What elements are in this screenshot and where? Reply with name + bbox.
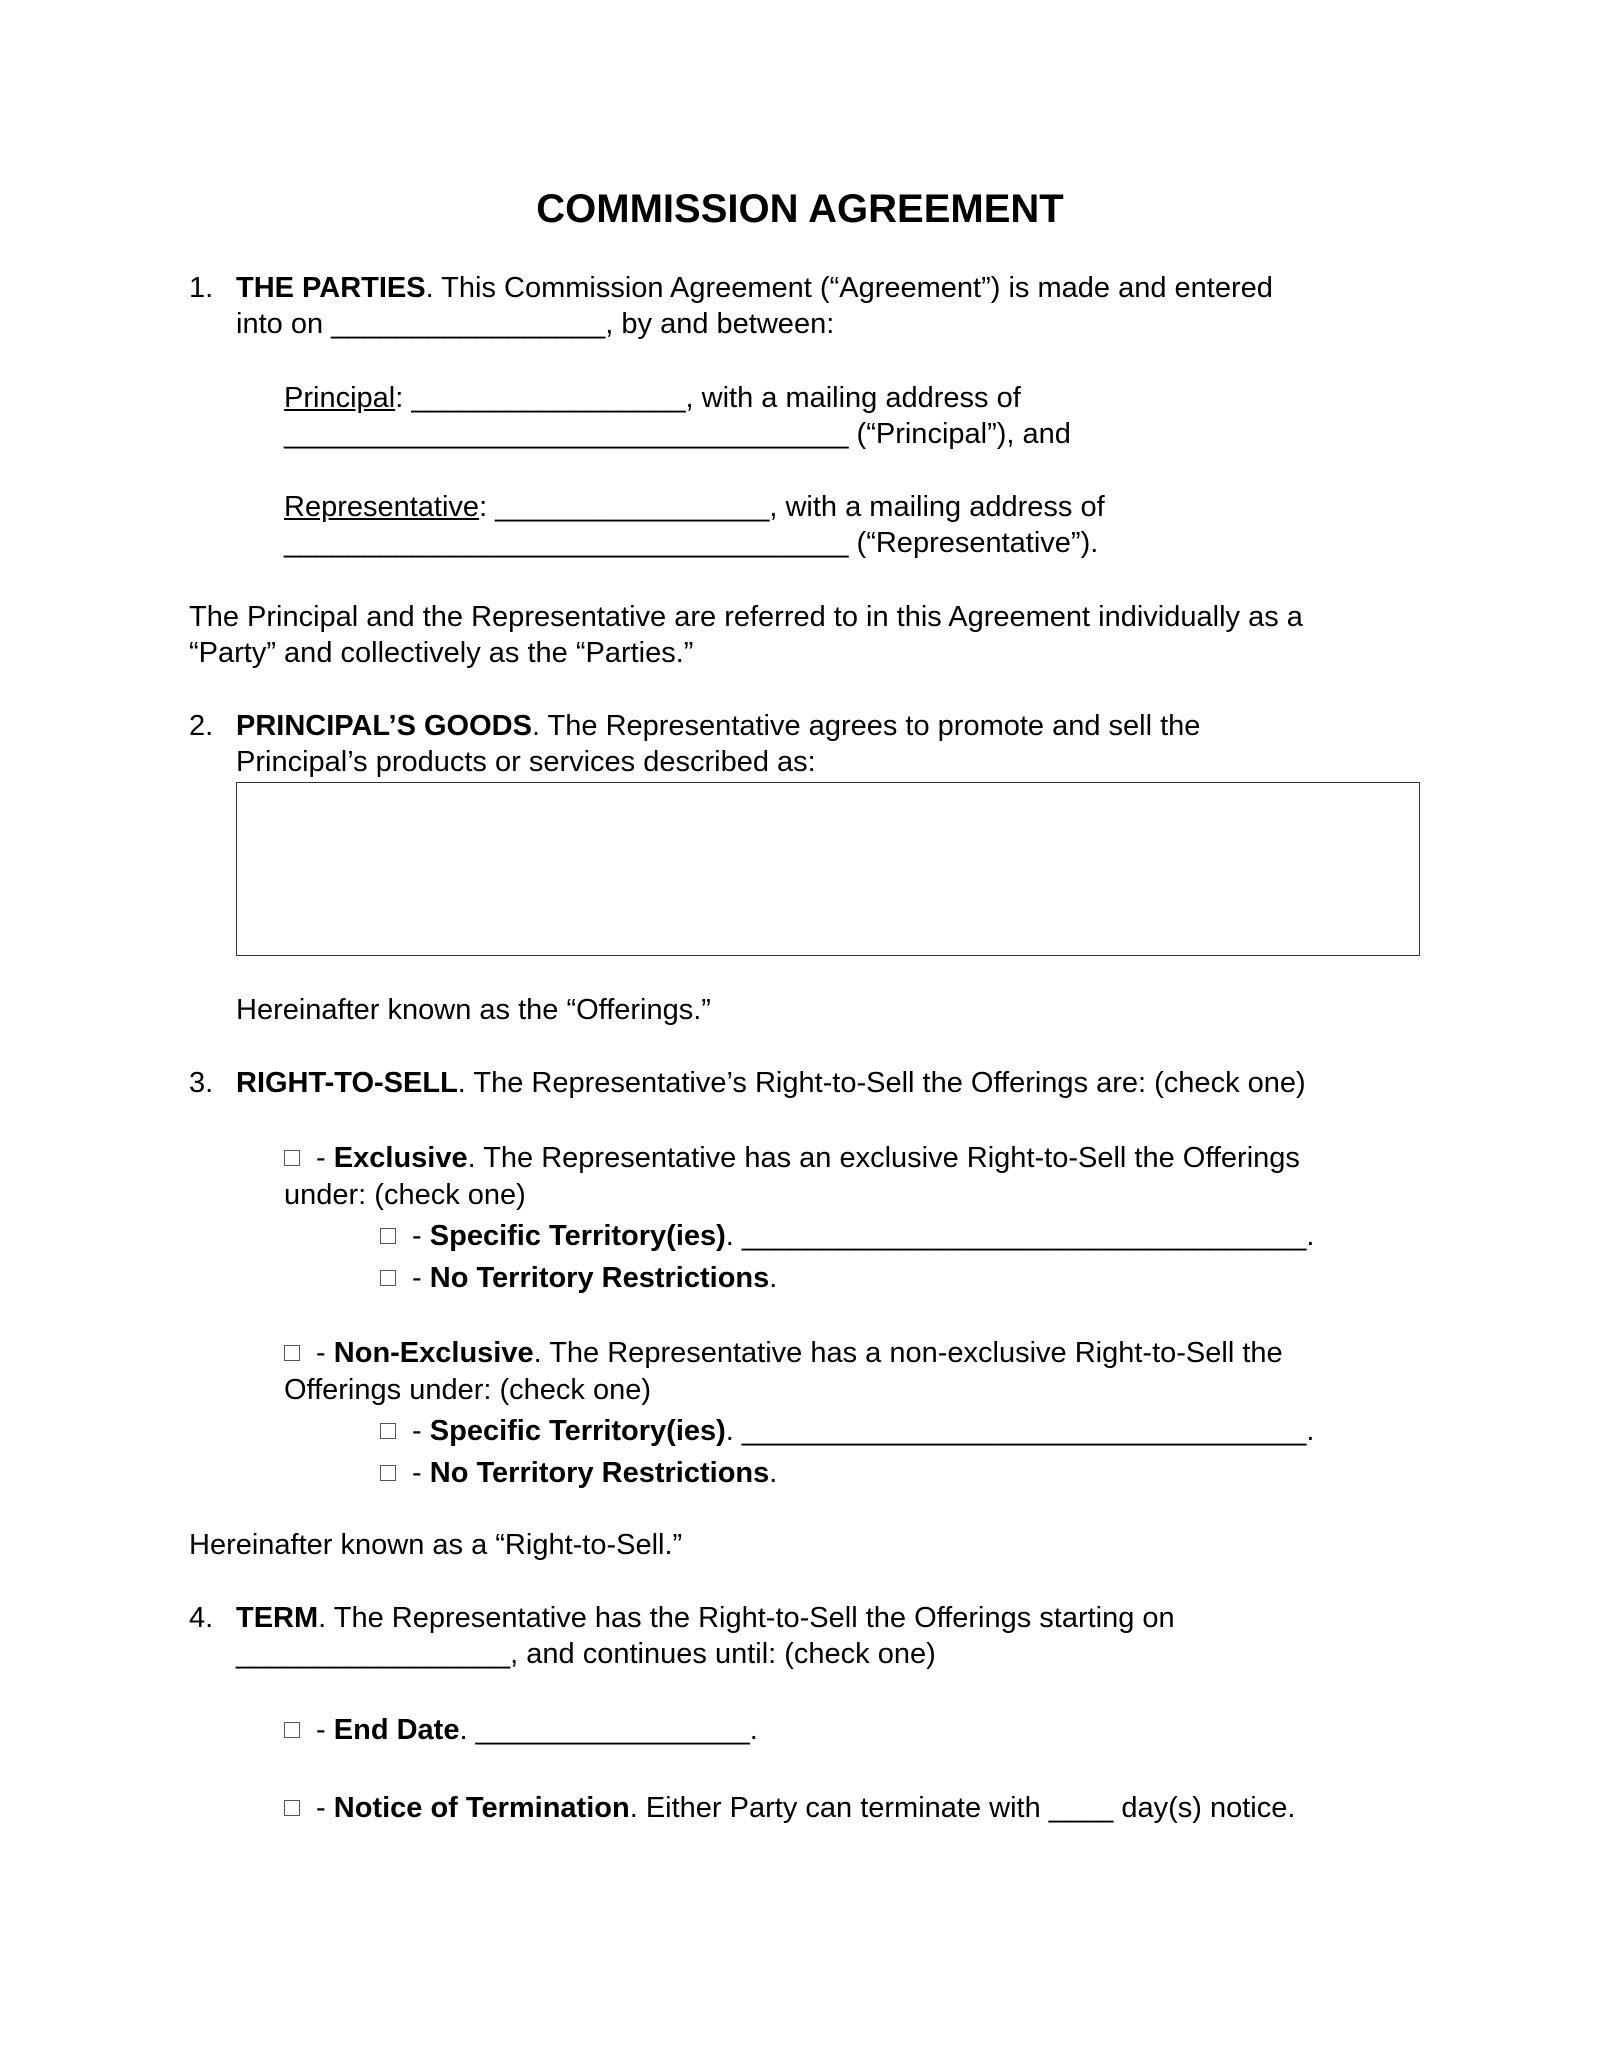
section-3-heading: RIGHT-TO-SELL — [236, 1067, 458, 1099]
section-2-line-2: Principal’s products or services described as: — [236, 746, 816, 778]
section-2-number: 2. — [189, 710, 214, 742]
exclusive-territory-blank: . ___________________________________. — [725, 1220, 1315, 1252]
end-date-label: End Date — [333, 1714, 460, 1746]
period: . — [769, 1262, 778, 1294]
notice-of-termination-text: . Either Party can terminate with ____ day(s) notice. — [629, 1792, 1296, 1824]
notice-of-termination-option — [284, 1790, 1295, 1826]
principal-name-blank: : _________________, with a mailing address of — [395, 382, 1021, 414]
dash: - — [404, 1415, 430, 1447]
end-date-checkbox[interactable] — [284, 1722, 300, 1738]
exclusive-specific-territory-checkbox[interactable] — [380, 1228, 396, 1244]
document-title: COMMISSION AGREEMENT — [536, 187, 1064, 231]
section-4-number: 4. — [189, 1602, 214, 1634]
section-2-text-1: . The Representative agrees to promote and sell the — [531, 710, 1201, 742]
representative-line-1 — [284, 489, 1105, 525]
dash: - — [404, 1262, 430, 1294]
section-3-line-1 — [236, 1065, 1306, 1101]
principal-line-1 — [284, 380, 1021, 416]
parties-paragraph-line-1: The Principal and the Representative are referred to in this Agreement individually as a — [189, 601, 1303, 633]
exclusive-option — [284, 1140, 1300, 1176]
non-exclusive-checkbox[interactable] — [284, 1345, 300, 1361]
representative-address-line: ___________________________________ (“Representative”). — [284, 527, 1099, 559]
section-1-line-2: into on _________________, by and between: — [236, 308, 835, 340]
principal-address-line: ___________________________________ (“Principal”), and — [284, 418, 1071, 450]
end-date-blank: . _________________. — [459, 1714, 758, 1746]
notice-of-termination-label: Notice of Termination — [333, 1792, 630, 1824]
non-exclusive-label: Non-Exclusive — [333, 1337, 534, 1369]
exclusive-text-1: . The Representative has an exclusive Right-to-Sell the Offerings — [467, 1142, 1300, 1174]
section-3-number: 3. — [189, 1067, 214, 1099]
exclusive-specific-territory-label: Specific Territory(ies) — [429, 1220, 726, 1252]
section-4-line-2: _________________, and continues until: (check one) — [236, 1638, 936, 1670]
dash: - — [308, 1714, 334, 1746]
dash: - — [404, 1457, 430, 1489]
non-exclusive-no-restrictions-checkbox[interactable] — [380, 1465, 396, 1481]
exclusive-text-2: under: (check one) — [284, 1179, 526, 1211]
section-1-number: 1. — [189, 272, 214, 304]
period: . — [769, 1457, 778, 1489]
end-date-option — [284, 1712, 758, 1748]
section-4-heading: TERM — [236, 1602, 319, 1634]
section-2-heading: PRINCIPAL’S GOODS — [236, 710, 532, 742]
section-1-line-1 — [236, 270, 1273, 306]
section-1-heading: THE PARTIES — [236, 272, 426, 304]
non-exclusive-specific-territory-option — [380, 1413, 1314, 1449]
non-exclusive-no-restrictions-option — [380, 1455, 777, 1491]
exclusive-no-restrictions-checkbox[interactable] — [380, 1270, 396, 1286]
dash: - — [308, 1792, 334, 1824]
exclusive-label: Exclusive — [333, 1142, 468, 1174]
right-to-sell-definition: Hereinafter known as a “Right-to-Sell.” — [189, 1529, 683, 1561]
section-3-text-1: . The Representative’s Right-to-Sell the Offerings are: (check one) — [457, 1067, 1306, 1099]
offerings-description-box[interactable] — [236, 782, 1420, 956]
exclusive-no-restrictions-option — [380, 1260, 777, 1296]
section-4-line-1 — [236, 1600, 1175, 1636]
non-exclusive-text-2: Offerings under: (check one) — [284, 1374, 651, 1406]
non-exclusive-territory-blank: . ___________________________________. — [725, 1415, 1315, 1447]
exclusive-checkbox[interactable] — [284, 1150, 300, 1166]
non-exclusive-option — [284, 1335, 1283, 1371]
dash: - — [308, 1142, 334, 1174]
section-4-text-1: . The Representative has the Right-to-Sell the Offerings starting on — [318, 1602, 1175, 1634]
non-exclusive-specific-territory-checkbox[interactable] — [380, 1423, 396, 1439]
section-2-line-1 — [236, 708, 1200, 744]
notice-of-termination-checkbox[interactable] — [284, 1800, 300, 1816]
dash: - — [308, 1337, 334, 1369]
parties-paragraph-line-2: “Party” and collectively as the “Parties.” — [189, 637, 694, 669]
dash: - — [404, 1220, 430, 1252]
principal-label: Principal — [284, 382, 396, 414]
representative-label: Representative — [284, 491, 480, 523]
non-exclusive-text-1: . The Representative has a non-exclusive Right-to-Sell the — [533, 1337, 1283, 1369]
section-1-text-1: . This Commission Agreement (“Agreement”) is made and entered — [425, 272, 1273, 304]
exclusive-specific-territory-option — [380, 1218, 1314, 1254]
exclusive-no-restrictions-label: No Territory Restrictions — [429, 1262, 770, 1294]
representative-name-blank: : _________________, with a mailing address of — [479, 491, 1105, 523]
offerings-definition: Hereinafter known as the “Offerings.” — [236, 994, 711, 1026]
non-exclusive-specific-territory-label: Specific Territory(ies) — [429, 1415, 726, 1447]
non-exclusive-no-restrictions-label: No Territory Restrictions — [429, 1457, 770, 1489]
